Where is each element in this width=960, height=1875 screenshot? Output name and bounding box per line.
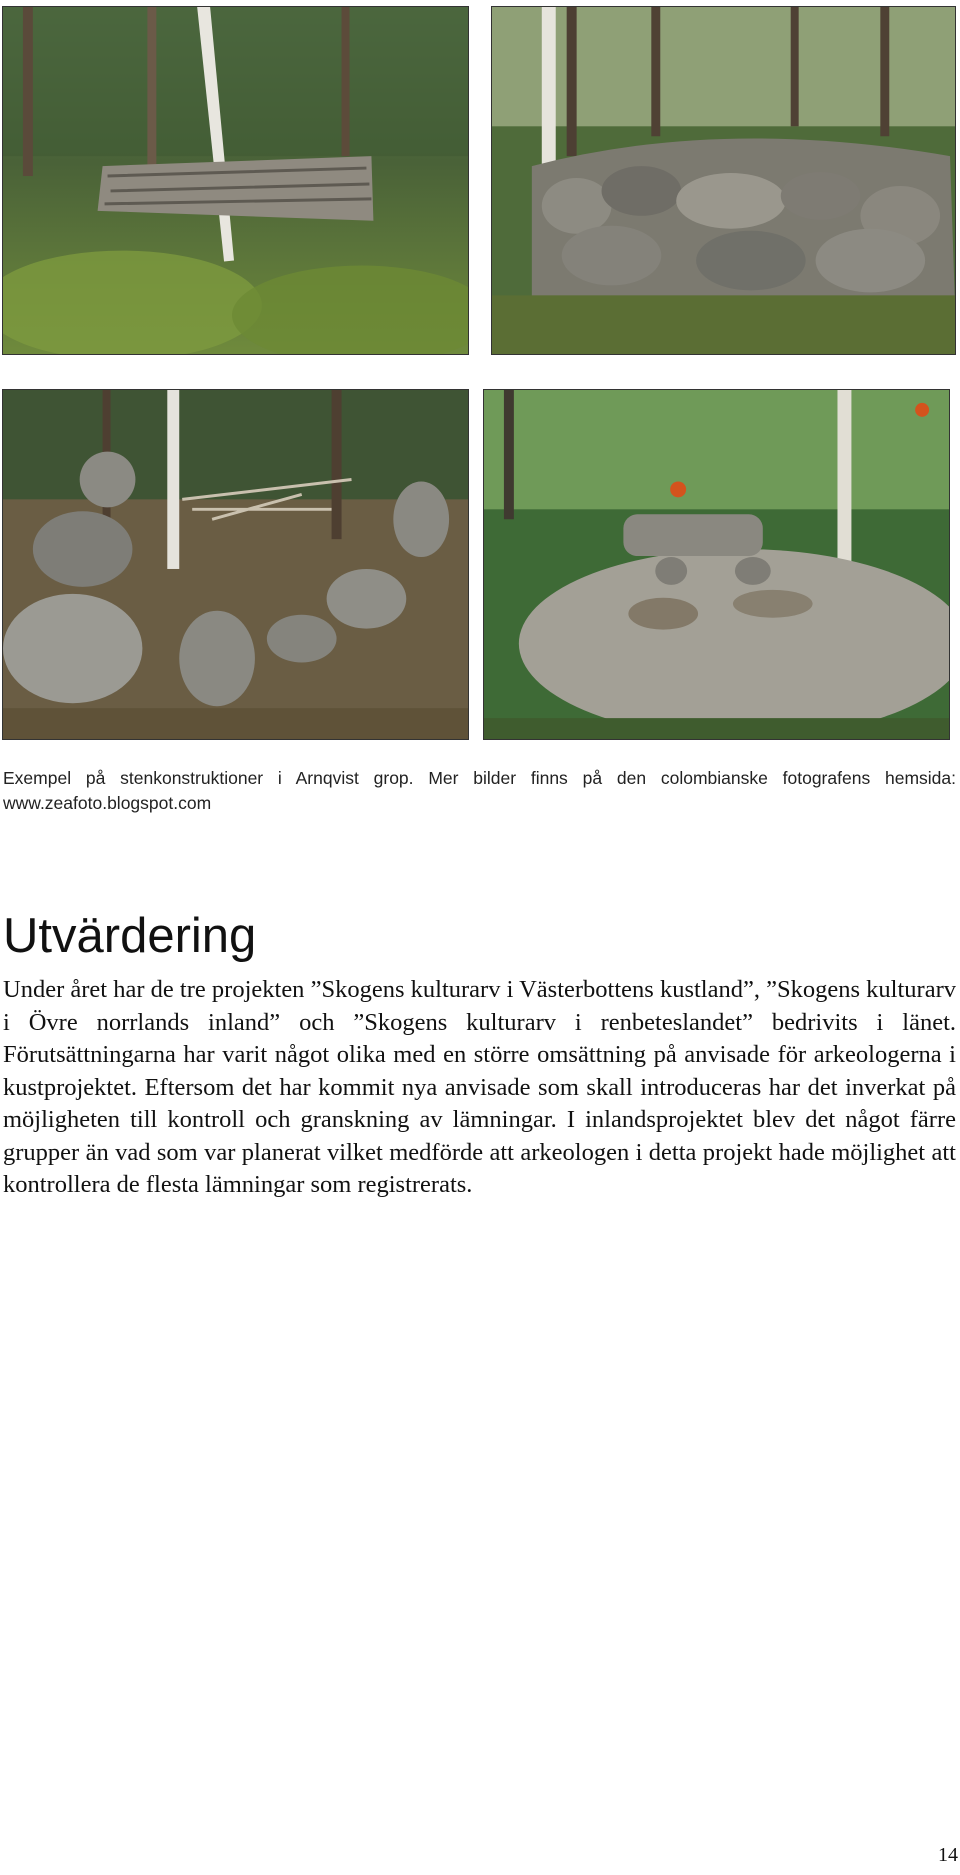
photo-stone-on-boulder bbox=[483, 389, 950, 740]
photo-caption: Exempel på stenkonstruktioner i Arnqvist grop. Mer bilder finns på den colombianske fotografens hemsida: www.zeafoto.blogspot.com bbox=[3, 768, 956, 813]
body-paragraph: Under året har de tre projekten ”Skogens kulturarv i Västerbottens kustland”, ”Skogens kulturarv i Övre norrlands inland” och ”Skogens kulturarv i renbeteslandet” bedrivits i länet. Förutsättningarna har varit något olika med en större omsättning på anvisade för arkeologerna i kustprojektet. Eftersom det har kommit nya anvisade som skall introduceras har det inverkat på möjligheten till kontroll och granskning av lämningar. I inlandsprojektet blev det något färre grupper än vad som var planerat vilket medförde att arkeologen i detta projekt hade möjlighet att kontrollera de flesta lämningar som registrerats. bbox=[3, 976, 956, 1198]
section-heading: Utvärdering bbox=[3, 909, 257, 963]
photo-scattered-boulders bbox=[2, 389, 469, 740]
photo-stacked-boulder-wall bbox=[491, 6, 956, 355]
photo-forest-stone-wall bbox=[2, 6, 469, 355]
page-number: 14 bbox=[938, 1844, 958, 1866]
